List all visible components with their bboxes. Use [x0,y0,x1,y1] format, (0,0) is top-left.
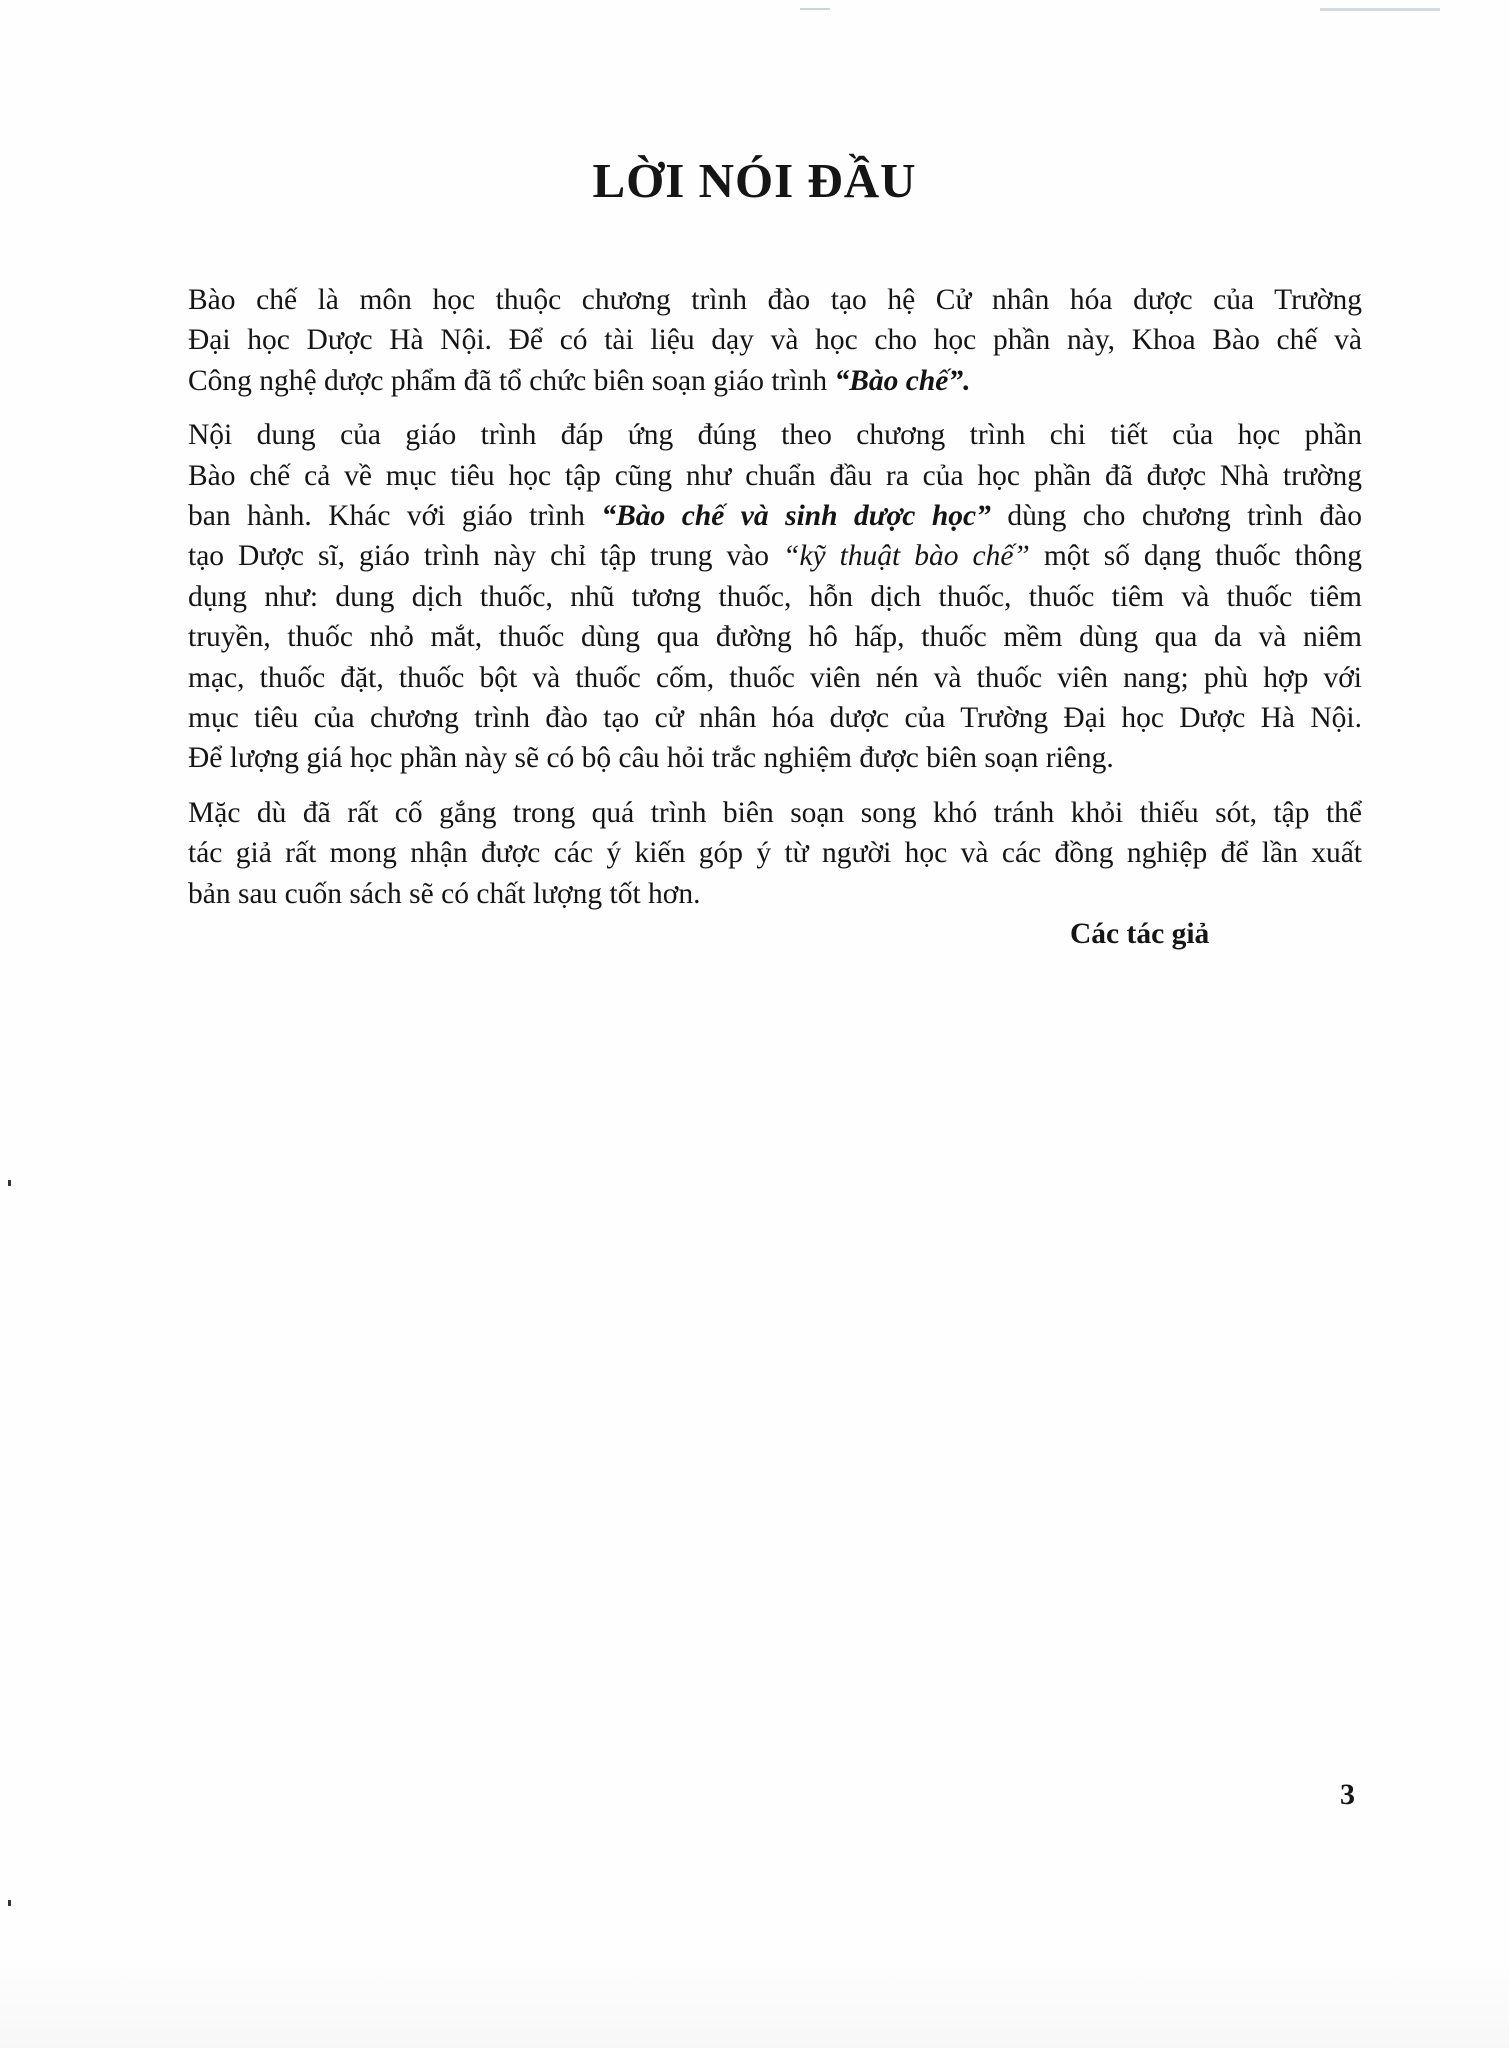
page-number: 3 [1340,1778,1355,1811]
text-line: tạo Dược sĩ, giáo trình này chỉ tập trung vào “kỹ thuật bào chế” một số dạng thuốc thông [188,540,1362,573]
paragraph-2 [188,415,1362,779]
page-title: LỜI NÓI ĐẦU [592,153,917,208]
paragraph-3 [188,793,1362,914]
text-line: Mặc dù đã rất cố gắng trong quá trình biên soạn song khó tránh khỏi thiếu sót, tập thể [188,796,1362,829]
book-title-emphasis: “Bào chế và sinh dược học” [601,500,991,533]
text-line: Nội dung của giáo trình đáp ứng đúng theo chương trình chi tiết của học phần [188,419,1362,452]
text-line: mục tiêu của chương trình đào tạo cử nhân hóa dược của Trường Đại học Dược Hà Nội. [188,702,1362,735]
text-line: mạc, thuốc đặt, thuốc bột và thuốc cốm, thuốc viên nén và thuốc viên nang; phù hợp với [188,661,1362,694]
scan-artifact [800,8,830,10]
scan-edge [0,1960,1509,2048]
scan-artifact [8,1900,11,1906]
author-signature: Các tác giả [1070,918,1210,950]
text-line: truyền, thuốc nhỏ mắt, thuốc dùng qua đường hô hấp, thuốc mềm dùng qua da và niêm [188,621,1362,654]
text-line: ban hành. Khác với giáo trình “Bào chế và sinh dược học” dùng cho chương trình đào [188,500,1362,533]
text-line: tác giả rất mong nhận được các ý kiến góp ý từ người học và các đồng nghiệp để lần xuất [188,837,1362,870]
text-line: Công nghệ dược phẩm đã tổ chức biên soạn giáo trình “Bào chế”. [188,364,971,397]
paragraph-1 [188,280,1362,401]
text-line: Bào chế là môn học thuộc chương trình đào tạo hệ Cử nhân hóa dược của Trường [188,284,1362,316]
book-title-emphasis: “Bào chế”. [834,364,971,397]
text-line: Bào chế cả về mục tiêu học tập cũng như chuẩn đầu ra của học phần đã được Nhà trường [188,459,1362,492]
text-line: Đại học Dược Hà Nội. Để có tài liệu dạy và học cho học phần này, Khoa Bào chế và [188,324,1362,357]
scan-artifact [8,1180,11,1186]
text-line: bản sau cuốn sách sẽ có chất lượng tốt hơn. [188,877,701,910]
preface-body [188,280,1362,928]
scan-artifact [1320,8,1440,11]
text-line: Để lượng giá học phần này sẽ có bộ câu hỏi trắc nghiệm được biên soạn riêng. [188,742,1114,775]
text-line: dụng như: dung dịch thuốc, nhũ tương thuốc, hỗn dịch thuốc, thuốc tiêm và thuốc tiêm [188,580,1362,613]
term-emphasis: “kỹ thuật bào chế” [783,540,1030,573]
